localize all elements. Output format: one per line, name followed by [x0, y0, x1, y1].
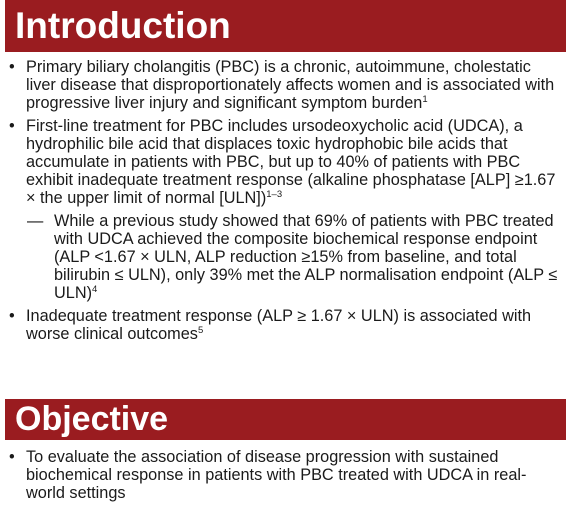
- dash-marker: —: [27, 211, 44, 230]
- list-item: [0, 448, 571, 503]
- reference-superscript: 1–3: [266, 189, 283, 201]
- list-item-text: Primary biliary cholangitis (PBC) is a chronic, autoimmune, cholestatic liver disease that disproportionately affects women and is associated with progressive liver injury and significant symptom burden: [26, 58, 555, 113]
- list-item: [0, 58, 571, 113]
- list-item: [0, 117, 571, 208]
- reference-superscript: 1: [422, 94, 428, 106]
- list-item-text: To evaluate the association of disease progression with sustained biochemical response in patients with PBC treated with UDCA in real-world settings: [26, 448, 527, 503]
- introduction-heading: Introduction: [15, 5, 231, 46]
- sub-list-item: [0, 212, 571, 303]
- list-item-text: First-line treatment for PBC includes ursodeoxycholic acid (UDCA), a hydrophilic bile acid that displaces toxic hydrophobic bile acids that accumulate in patients with PBC, but up to 40% of patients with PBC exhibit inadequate treatment response (alkaline phosphatase [ALP] ≥1.67 × the upper limit of normal [ULN]): [26, 116, 556, 208]
- objective-list: [0, 448, 571, 507]
- list-item-text: Inadequate treatment response (ALP ≥ 1.67 × ULN) is associated with worse clinical outcomes: [26, 306, 532, 343]
- bullet-marker: •: [9, 58, 15, 76]
- bullet-marker: •: [9, 116, 15, 135]
- introduction-heading-banner: [5, 0, 566, 52]
- objective-heading-banner: [5, 399, 566, 440]
- reference-superscript: 4: [92, 284, 98, 296]
- sub-list-item-text: While a previous study showed that 69% of patients with PBC treated with UDCA achieved the composite biochemical response endpoint (ALP <1.67 × ULN, ALP reduction ≥15% from baseline, and total bilirubin ≤ ULN), only 39% met the ALP normalisation endpoint (ALP ≤ ULN): [54, 211, 558, 303]
- list-item: [0, 307, 571, 343]
- objective-heading: Objective: [15, 400, 169, 438]
- bullet-marker: •: [9, 306, 15, 325]
- bullet-marker: •: [9, 448, 15, 466]
- reference-superscript: 5: [197, 324, 204, 336]
- introduction-list: [0, 58, 571, 347]
